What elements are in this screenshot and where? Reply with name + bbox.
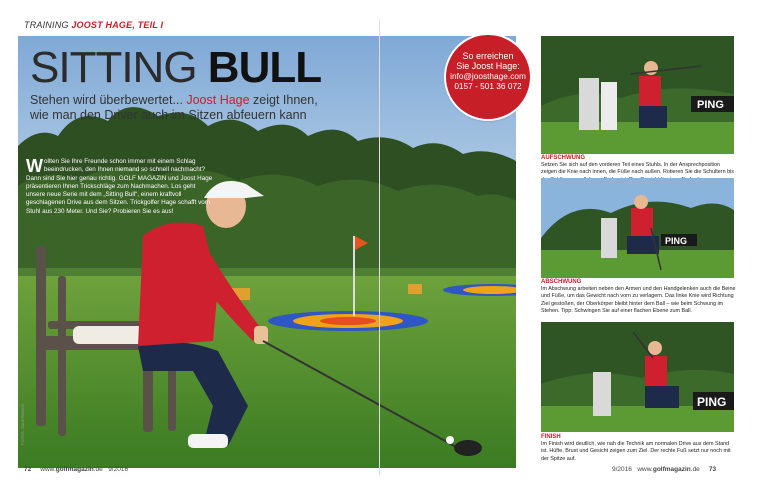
step-photo-finish-illustration — [541, 322, 734, 432]
step-caption-finish — [541, 434, 737, 463]
step-photo-backswing — [541, 36, 734, 154]
left-page-number: 72 — [24, 466, 32, 473]
step-photo-backswing-illustration — [541, 36, 734, 154]
subline-part-1: Stehen wird überbewertet... — [30, 93, 187, 107]
banner-text-3: PING — [697, 395, 727, 409]
left-site-name: golfmagazin — [55, 466, 94, 473]
step-text-downswing: Im Abschwung arbeiten neben den Armen und den Handgelenken auch die Beine und Füße, um das Gewicht nach vorn zu verlagern. Das linke Knie wird Richtung Ziel gestoßen, der Oberkörper bleibt hinter dem Ball – wie beim Schwung im Stehen. Tipp: Schwingen Sie auf einer flachen Ebene zum Ball. — [541, 286, 736, 314]
badge-line-2: Sie Joost Hage: — [456, 61, 520, 71]
left-site-prefix: www. — [40, 466, 56, 473]
right-site-prefix: www. — [637, 466, 653, 473]
kicker — [24, 20, 163, 30]
intro-dropcap: W — [26, 156, 43, 176]
photo-credit: FOTOS: SAUERWALD — [20, 403, 25, 445]
left-issue: 9/2016 — [108, 466, 129, 473]
subline-part-2: zeigt Ihnen, — [249, 93, 318, 107]
right-site-name: golfmagazin — [652, 466, 691, 473]
headline — [30, 43, 322, 92]
step-caption-downswing — [541, 279, 737, 315]
step-title-backswing: AUFSCHWUNG — [541, 155, 585, 161]
step-photo-downswing-illustration — [541, 178, 734, 278]
right-page — [382, 22, 744, 474]
step-photo-downswing — [541, 178, 734, 278]
step-text-finish: Im Finish wird deutlich, wie nah die Technik am normalen Drive aus dem Stand ist. Hüfte, Brust und Gesicht zeigen zum Ziel. Der rechte Fuß setzt nur noch mit der Spitze auf. — [541, 441, 731, 462]
step-title-finish: FINISH — [541, 434, 561, 440]
right-site-suffix: .de — [690, 466, 700, 473]
left-page — [18, 22, 378, 474]
banner-text: PING — [697, 99, 724, 111]
left-folio — [24, 466, 128, 473]
intro-text: ollten Sie Ihre Freunde schon immer mit einem Schlag beeindrucken, den Ihnen niemand so schnell nachmacht? Dann sind Sie hier genau richtig. GOLF MAGAZIN und Joost Hage präsentieren Ihnen Trickschläge zum Nachmachen. Los geht unsere neue Serie mit dem „Sitting Bull“, einem kraftvoll geschlagenen Drive aus dem Sitzen. Trickgolfer Hage schafft vom Stuhl aus 230 Meter. Und Sie? Probieren Sie es aus! — [26, 158, 213, 215]
badge-line-1: So erreichen — [462, 51, 514, 61]
subline-part-3: wie man den Driver auch im Sitzen abfeuern kann — [30, 108, 307, 122]
right-folio — [612, 466, 716, 473]
badge-email: info@joosthage.com — [450, 71, 526, 81]
step-text-backswing: Setzen Sie sich auf den vorderen Teil eines Stuhls. In der Ansprechposition zeigen die Knie nach innen, die Füße nach außen. Rotieren Sie die Schultern bis — [541, 162, 734, 176]
headline-light: SITTING — [30, 43, 197, 92]
kicker-section: TRAINING — [24, 20, 69, 30]
subline — [30, 93, 330, 123]
step-title-downswing: ABSCHWUNG — [541, 279, 582, 285]
page-gutter — [379, 20, 380, 475]
right-page-number: 73 — [708, 466, 717, 473]
headline-bold: BULL — [207, 43, 322, 92]
left-site-suffix: .de — [93, 466, 103, 473]
banner-text-2: PING — [665, 236, 688, 246]
step-photo-finish — [541, 322, 734, 432]
kicker-series: JOOST HAGE, TEIL I — [71, 20, 164, 30]
badge-phone: 0157 - 501 36 072 — [454, 81, 522, 91]
intro-paragraph — [26, 158, 216, 216]
subline-name: Joost Hage — [186, 93, 250, 107]
right-issue: 9/2016 — [612, 466, 632, 473]
